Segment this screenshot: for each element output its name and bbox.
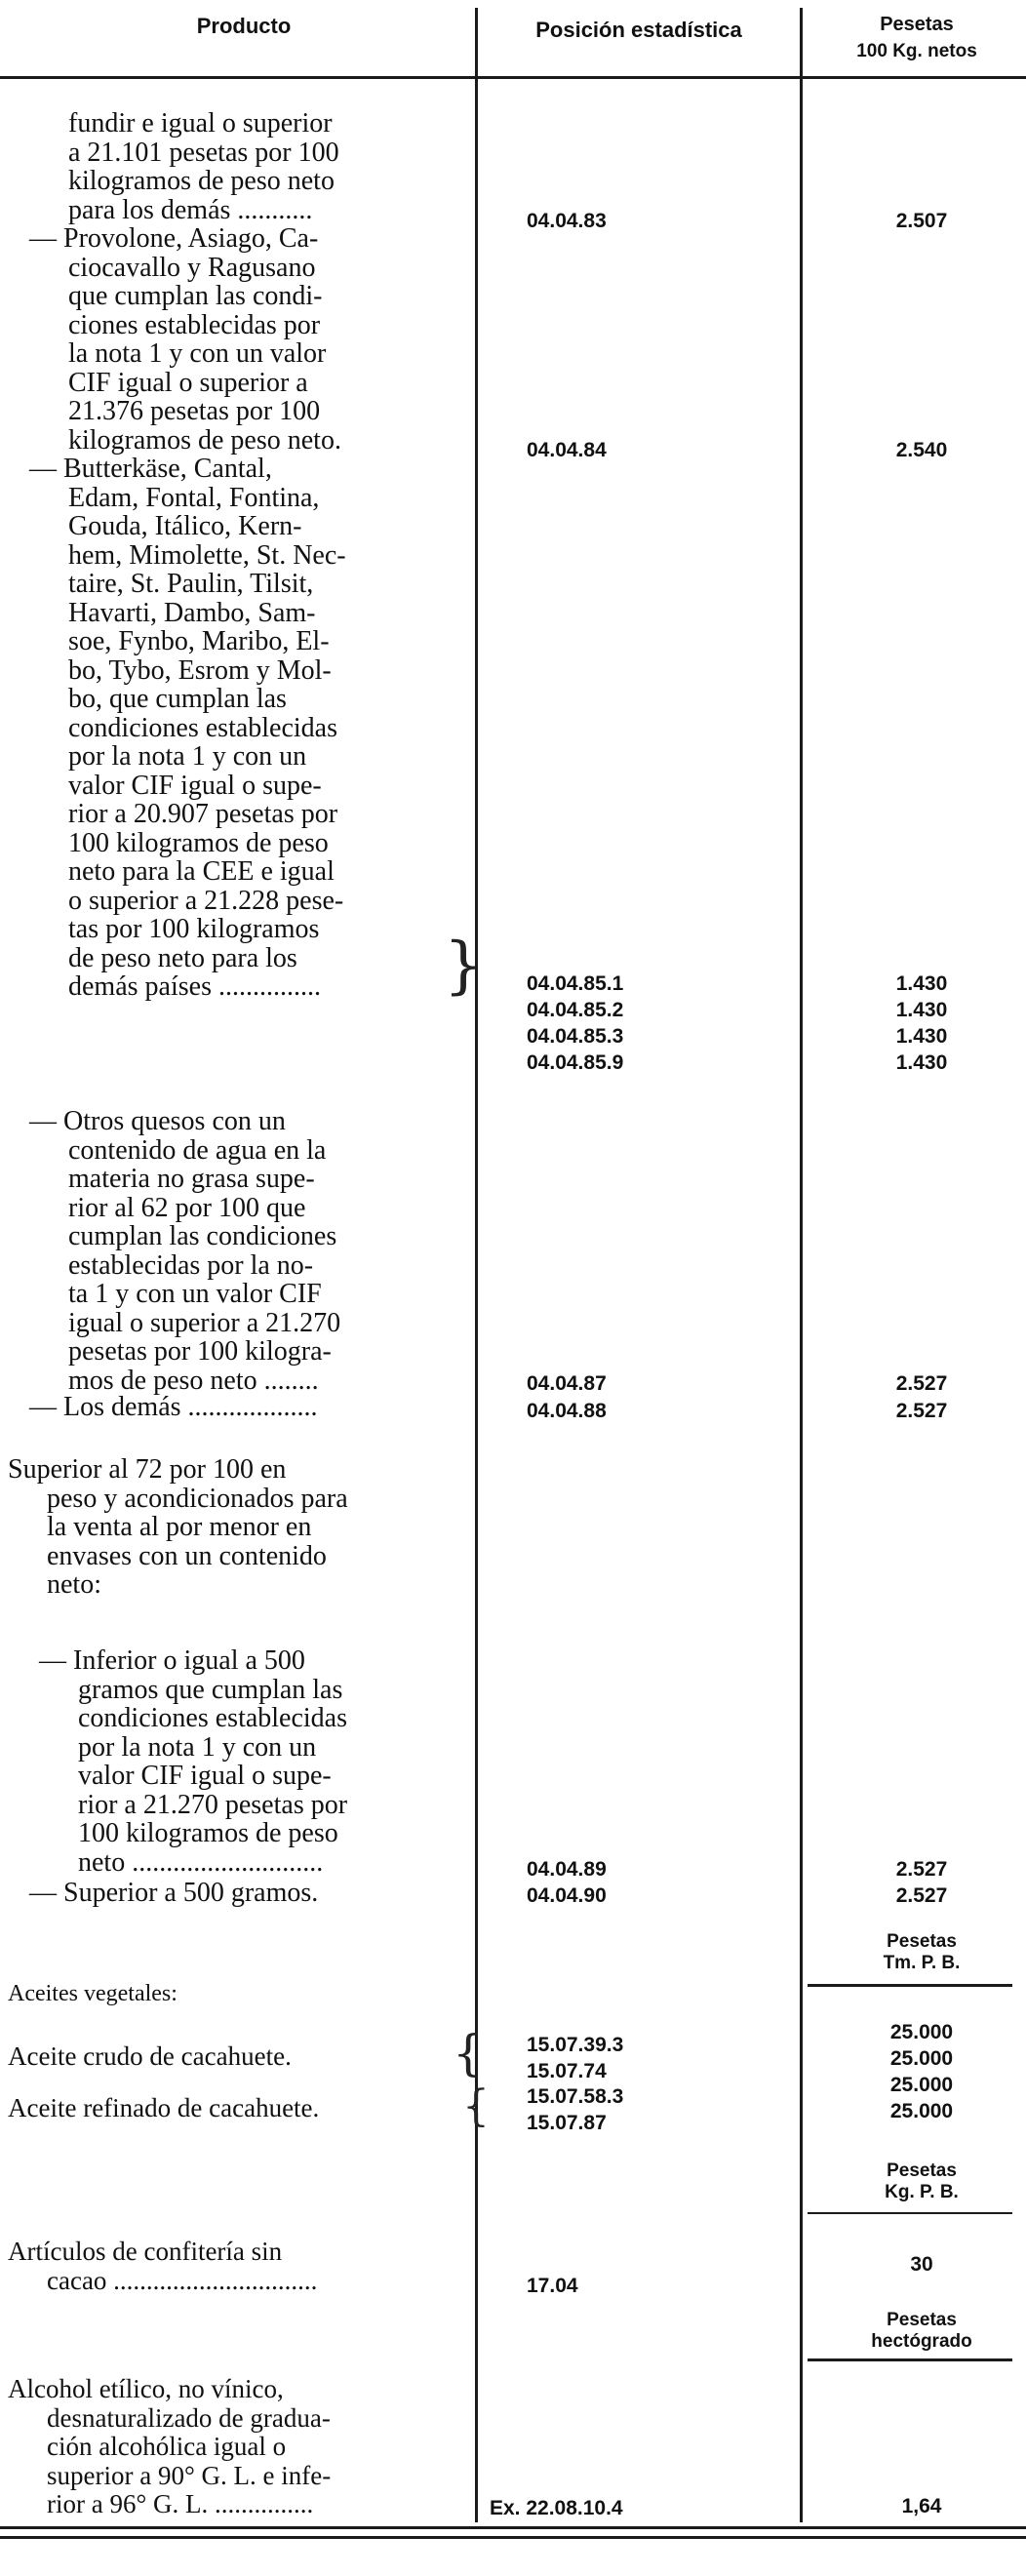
product-line: peso y acondicionados para bbox=[47, 1483, 348, 1514]
unit-rule bbox=[808, 1984, 1012, 1987]
bottom-rule bbox=[0, 2536, 1026, 2539]
oil-crude-text: Aceite crudo de cacahuete. bbox=[8, 2041, 292, 2071]
product-line: condiciones establecidas bbox=[68, 712, 338, 743]
product-line: pesetas por 100 kilogra- bbox=[68, 1336, 332, 1367]
product-line: — Superior a 500 gramos. bbox=[29, 1878, 319, 1908]
product-line: Havarti, Dambo, Sam- bbox=[68, 597, 316, 628]
product-line: bo, que cumplan las bbox=[68, 684, 287, 714]
product-line: contenido de agua en la bbox=[68, 1134, 327, 1166]
confit-line: Artículos de confitería sin bbox=[8, 2237, 283, 2266]
column-rule-left bbox=[475, 8, 478, 2522]
product-text bbox=[29, 1879, 318, 1908]
product-line: ciones establecidas por bbox=[68, 309, 321, 340]
price-value: 25.000 bbox=[889, 2047, 954, 2070]
product-line: — Provolone, Asiago, Ca- bbox=[29, 223, 319, 254]
alcohol-text bbox=[8, 2375, 331, 2519]
header-product: Producto bbox=[196, 14, 292, 38]
price-value: 25.000 bbox=[889, 2074, 954, 2096]
alcohol-line: rior a 96° G. L. ............... bbox=[47, 2489, 314, 2518]
price-value: 1.430 bbox=[895, 1025, 948, 1048]
product-line: Edam, Fontal, Fontina, bbox=[68, 482, 320, 513]
alcohol-line: Alcohol etílico, no vínico, bbox=[8, 2374, 284, 2403]
product-line: condiciones establecidas bbox=[78, 1703, 348, 1733]
product-line: CIF igual o superior a bbox=[68, 367, 308, 398]
product-line: tas por 100 kilogramos bbox=[68, 914, 320, 944]
statistical-code: 04.04.85.1 bbox=[527, 972, 624, 995]
price-value: 2.527 bbox=[895, 1858, 948, 1881]
product-line: 100 kilogramos de peso bbox=[68, 827, 329, 858]
header-position: Posición estadística bbox=[535, 18, 742, 42]
price-value: 2.507 bbox=[895, 210, 948, 232]
header-rule bbox=[0, 76, 1026, 79]
product-line: que cumplan las condi- bbox=[68, 281, 323, 311]
product-line: taire, St. Paulin, Tilsit, bbox=[68, 569, 314, 599]
product-line: neto para la CEE e igual bbox=[68, 856, 335, 887]
product-text bbox=[29, 224, 341, 455]
alcohol-line: superior a 90° G. L. e infe- bbox=[47, 2460, 332, 2490]
product-line: la nota 1 y con un valor bbox=[68, 338, 327, 369]
unit-line: Pesetas bbox=[887, 2160, 957, 2181]
statistical-code: 04.04.83 bbox=[527, 210, 607, 232]
brace-icon: { bbox=[453, 2025, 484, 2081]
price-value: 25.000 bbox=[889, 2100, 954, 2122]
column-rule-right bbox=[800, 8, 803, 2522]
product-line: neto ............................ bbox=[78, 1846, 324, 1878]
unit-label bbox=[819, 2160, 1024, 2203]
product-line: ciocavallo y Ragusano bbox=[68, 252, 316, 283]
product-line: kilogramos de peso neto bbox=[68, 166, 335, 196]
product-line: fundir e igual o superior bbox=[68, 108, 333, 139]
unit-label bbox=[819, 1931, 1024, 1974]
product-text bbox=[29, 1393, 318, 1422]
header-price-line2: 100 Kg. netos bbox=[856, 41, 977, 61]
statistical-code: 04.04.85.3 bbox=[527, 1025, 624, 1048]
statistical-code: 04.04.87 bbox=[527, 1372, 607, 1395]
brace-icon: { bbox=[462, 2081, 490, 2131]
product-line: a 21.101 pesetas por 100 bbox=[68, 137, 339, 168]
statistical-code: 04.04.85.9 bbox=[527, 1051, 624, 1074]
product-line: Gouda, Itálico, Kern- bbox=[68, 511, 302, 541]
statistical-code: 17.04 bbox=[527, 2275, 578, 2297]
product-line: igual o superior a 21.270 bbox=[68, 1307, 341, 1338]
product-line: 21.376 pesetas por 100 bbox=[68, 396, 321, 426]
statistical-code: 15.07.74 bbox=[527, 2060, 607, 2082]
product-line: de peso neto para los bbox=[68, 942, 297, 973]
statistical-code: 15.07.58.3 bbox=[527, 2085, 624, 2108]
price-value: 2.527 bbox=[895, 1372, 948, 1395]
section-title-text: Aceites vegetales: bbox=[8, 1981, 178, 2006]
product-line: — Los demás ................... bbox=[29, 1392, 318, 1422]
unit-line: hectógrado bbox=[871, 2331, 972, 2352]
unit-label bbox=[819, 2310, 1024, 2353]
unit-rule bbox=[808, 2358, 1012, 2361]
price-value: 1,64 bbox=[901, 2495, 942, 2517]
header-price-line1: Pesetas bbox=[880, 14, 954, 35]
product-text bbox=[29, 1107, 340, 1395]
statistical-code: 04.04.85.2 bbox=[527, 999, 624, 1021]
oil-refined-label bbox=[8, 2094, 319, 2123]
product-line: valor CIF igual o supe- bbox=[78, 1761, 332, 1791]
product-line: envases con un contenido bbox=[47, 1540, 327, 1571]
bottom-rule bbox=[0, 2526, 1026, 2529]
product-line: gramos que cumplan las bbox=[78, 1674, 343, 1705]
unit-line: Pesetas bbox=[887, 2310, 957, 2330]
product-line: cumplan las condiciones bbox=[68, 1221, 337, 1251]
alcohol-line: ción alcohólica igual o bbox=[47, 2432, 287, 2461]
section-title bbox=[8, 1980, 178, 2009]
price-value: 1.430 bbox=[895, 972, 948, 995]
price-value: 2.527 bbox=[895, 1400, 948, 1422]
product-line: para los demás ........... bbox=[68, 194, 313, 225]
brace-icon: } bbox=[444, 930, 484, 1002]
product-line: neto: bbox=[47, 1569, 101, 1600]
unit-line: Tm. P. B. bbox=[883, 1953, 961, 1973]
product-line: demás países ............... bbox=[68, 971, 321, 1002]
price-value: 2.527 bbox=[895, 1884, 948, 1907]
product-line: hem, Mimolette, St. Nec- bbox=[68, 539, 346, 571]
product-line: — Butterkäse, Cantal, bbox=[29, 454, 272, 484]
product-line: ta 1 y con un valor CIF bbox=[68, 1279, 322, 1309]
alcohol-line: desnaturalizado de gradua- bbox=[47, 2402, 331, 2433]
product-line: la venta al por menor en bbox=[47, 1512, 312, 1542]
product-line: kilogramos de peso neto. bbox=[68, 424, 341, 456]
product-line: — Otros quesos con un bbox=[29, 1106, 286, 1136]
product-line: por la nota 1 y con un bbox=[78, 1731, 317, 1763]
product-text bbox=[8, 1455, 348, 1600]
product-line: o superior a 21.228 pese- bbox=[68, 885, 344, 916]
product-text bbox=[68, 109, 339, 224]
unit-line: Pesetas bbox=[887, 1931, 957, 1952]
statistical-code: Ex. 22.08.10.4 bbox=[490, 2497, 623, 2519]
statistical-code: 04.04.84 bbox=[527, 439, 607, 461]
unit-rule bbox=[808, 2212, 1012, 2214]
product-line: mos de peso neto ........ bbox=[68, 1365, 319, 1396]
oil-refined-text: Aceite refinado de cacahuete. bbox=[8, 2093, 320, 2122]
product-line: establecidas por la no- bbox=[68, 1249, 314, 1281]
product-text bbox=[29, 455, 346, 1002]
price-value: 1.430 bbox=[895, 999, 948, 1021]
product-line: 100 kilogramos de peso bbox=[78, 1818, 338, 1848]
statistical-code: 15.07.39.3 bbox=[527, 2034, 624, 2056]
price-value: 25.000 bbox=[889, 2021, 954, 2043]
price-value: 30 bbox=[910, 2253, 933, 2276]
product-line: materia no grasa supe- bbox=[68, 1164, 315, 1194]
product-line: — Inferior o igual a 500 bbox=[39, 1645, 305, 1676]
oil-crude-label bbox=[8, 2042, 292, 2072]
unit-line: Kg. P. B. bbox=[885, 2182, 959, 2202]
statistical-code: 15.07.87 bbox=[527, 2112, 607, 2134]
product-line: rior a 21.270 pesetas por bbox=[78, 1789, 348, 1820]
product-line: por la nota 1 y con un bbox=[68, 741, 307, 772]
statistical-code: 04.04.89 bbox=[527, 1858, 607, 1881]
product-line: Superior al 72 por 100 en bbox=[8, 1454, 287, 1485]
price-value: 1.430 bbox=[895, 1051, 948, 1074]
product-line: valor CIF igual o supe- bbox=[68, 770, 322, 801]
statistical-code: 04.04.88 bbox=[527, 1400, 607, 1422]
statistical-code: 04.04.90 bbox=[527, 1884, 607, 1907]
product-line: rior a 20.907 pesetas por bbox=[68, 799, 338, 829]
product-line: rior al 62 por 100 que bbox=[68, 1192, 306, 1223]
product-line: soe, Fynbo, Maribo, El- bbox=[68, 626, 330, 656]
confit-line: cacao ............................... bbox=[47, 2265, 318, 2295]
product-text bbox=[39, 1646, 347, 1877]
price-value: 2.540 bbox=[895, 439, 948, 461]
product-line: bo, Tybo, Esrom y Mol- bbox=[68, 654, 332, 686]
confit-text bbox=[8, 2238, 317, 2295]
